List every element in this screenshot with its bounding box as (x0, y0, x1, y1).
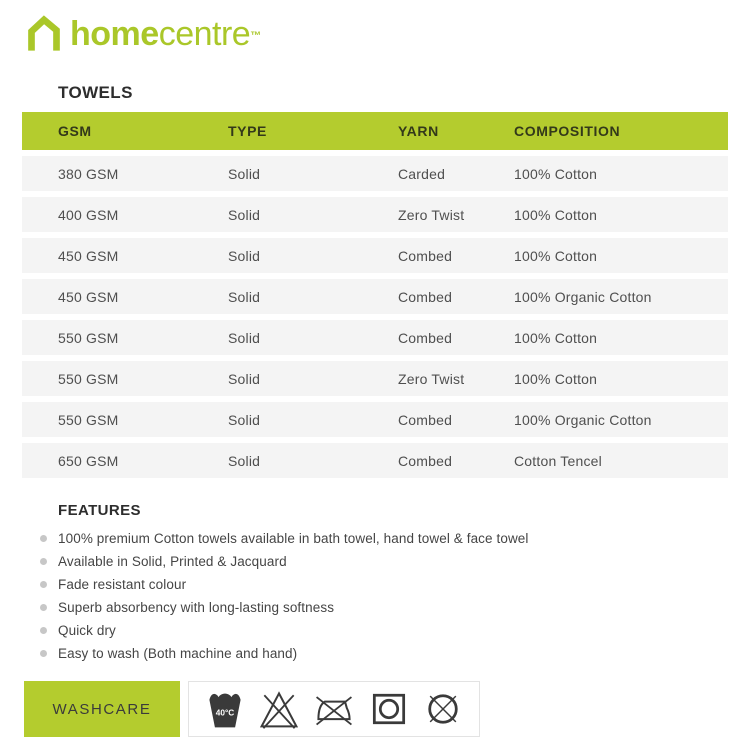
cell-composition: 100% Organic Cotton (514, 411, 652, 428)
cell-gsm: 550 GSM (58, 370, 119, 387)
cell-gsm: 550 GSM (58, 329, 119, 346)
do-not-bleach-icon (256, 686, 302, 732)
bullet-icon (40, 604, 47, 611)
cell-gsm: 450 GSM (58, 288, 119, 305)
washcare-icon-strip (188, 681, 480, 737)
table-row (22, 279, 728, 314)
feature-text: Quick dry (58, 623, 116, 638)
feature-text: 100% premium Cotton towels available in bath towel, hand towel & face towel (58, 531, 529, 546)
cell-yarn: Zero Twist (398, 206, 465, 223)
feature-text: Fade resistant colour (58, 577, 187, 592)
bullet-icon (40, 558, 47, 565)
trademark-symbol: ™ (250, 30, 261, 42)
table-row (22, 361, 728, 396)
features-title: FEATURES (58, 502, 141, 519)
cell-composition: 100% Cotton (514, 206, 598, 223)
feature-text: Superb absorbency with long-lasting softness (58, 600, 335, 615)
towels-table (22, 112, 728, 478)
do-not-iron-icon (311, 686, 357, 732)
cell-yarn: Combed (398, 452, 453, 469)
column-header-gsm: GSM (58, 123, 92, 139)
cell-gsm: 380 GSM (58, 165, 119, 182)
wash-temperature-label: 40°C (215, 708, 234, 718)
cell-yarn: Zero Twist (398, 370, 465, 387)
cell-gsm: 400 GSM (58, 206, 119, 223)
table-row (22, 238, 728, 273)
cell-composition: 100% Cotton (514, 247, 598, 264)
features-section (22, 502, 728, 665)
table-row (22, 197, 728, 232)
column-header-yarn: YARN (398, 123, 439, 139)
main-content (22, 83, 728, 737)
bullet-icon (40, 627, 47, 634)
cell-yarn: Combed (398, 247, 453, 264)
washcare-label: WASHCARE (24, 681, 180, 737)
cell-yarn: Combed (398, 288, 453, 305)
table-header-row (22, 112, 728, 150)
cell-yarn: Carded (398, 165, 446, 182)
column-header-type: TYPE (228, 123, 267, 139)
tumble-dry-icon (366, 686, 412, 732)
machine-wash-40-icon (202, 686, 248, 732)
cell-composition: 100% Organic Cotton (514, 288, 652, 305)
house-icon (22, 14, 66, 54)
list-item (22, 550, 728, 573)
brand-name (70, 14, 261, 54)
cell-composition: 100% Cotton (514, 329, 598, 346)
do-not-dry-clean-icon (420, 686, 466, 732)
brand-name-centre: centre (158, 15, 251, 53)
list-item (22, 596, 728, 619)
cell-type: Solid (228, 165, 261, 182)
bullet-icon (40, 581, 47, 588)
cell-composition: 100% Cotton (514, 165, 598, 182)
list-item (22, 527, 728, 550)
feature-text: Available in Solid, Printed & Jacquard (58, 554, 287, 569)
page-title: TOWELS (58, 83, 133, 102)
table-row (22, 156, 728, 191)
cell-type: Solid (228, 288, 261, 305)
cell-type: Solid (228, 329, 261, 346)
feature-text: Easy to wash (Both machine and hand) (58, 646, 298, 661)
cell-type: Solid (228, 411, 261, 428)
cell-gsm: 450 GSM (58, 247, 119, 264)
table-row (22, 320, 728, 355)
cell-type: Solid (228, 247, 261, 264)
cell-type: Solid (228, 370, 261, 387)
cell-composition: 100% Cotton (514, 370, 598, 387)
cell-type: Solid (228, 206, 261, 223)
cell-yarn: Combed (398, 411, 453, 428)
washcare-section (24, 681, 728, 737)
cell-type: Solid (228, 452, 261, 469)
cell-yarn: Combed (398, 329, 453, 346)
list-item (22, 573, 728, 596)
brand-logo (22, 14, 750, 56)
cell-gsm: 550 GSM (58, 411, 119, 428)
cell-gsm: 650 GSM (58, 452, 119, 469)
column-header-composition: COMPOSITION (514, 123, 621, 139)
cell-composition: Cotton Tencel (514, 452, 602, 469)
table-row (22, 443, 728, 478)
bullet-icon (40, 650, 47, 657)
table-row (22, 402, 728, 437)
bullet-icon (40, 535, 47, 542)
list-item (22, 619, 728, 642)
list-item (22, 642, 728, 665)
brand-name-home: home (70, 15, 159, 53)
